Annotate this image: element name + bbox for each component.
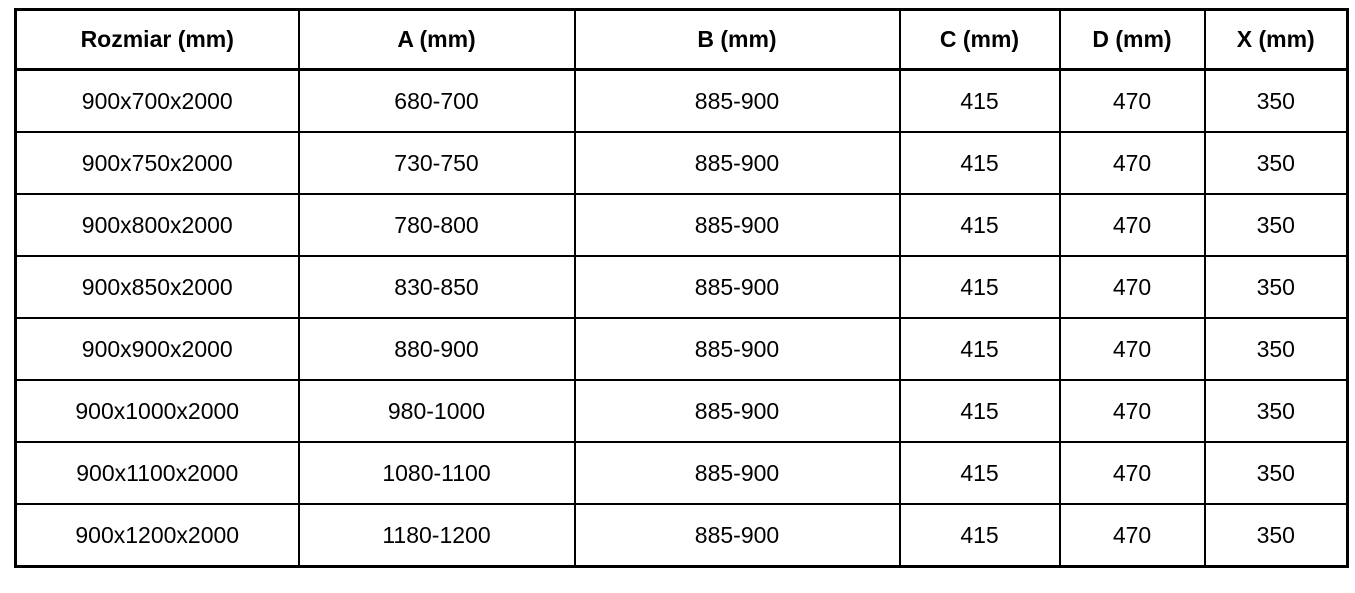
table-cell: 350 <box>1205 380 1348 442</box>
table-cell: 415 <box>900 318 1060 380</box>
table-cell: 885-900 <box>575 504 900 567</box>
table-cell: 885-900 <box>575 318 900 380</box>
table-cell: 470 <box>1060 132 1205 194</box>
table-cell: 730-750 <box>299 132 575 194</box>
table-cell: 470 <box>1060 318 1205 380</box>
table-row <box>16 256 1348 318</box>
table-cell: 470 <box>1060 256 1205 318</box>
table-cell: 470 <box>1060 442 1205 504</box>
table-row <box>16 504 1348 567</box>
table-cell: 830-850 <box>299 256 575 318</box>
table-cell: 470 <box>1060 194 1205 256</box>
table-cell: 350 <box>1205 256 1348 318</box>
table-cell: 350 <box>1205 442 1348 504</box>
table-cell: 900x750x2000 <box>16 132 299 194</box>
column-header: X (mm) <box>1205 10 1348 70</box>
table-row <box>16 70 1348 133</box>
table-cell: 415 <box>900 442 1060 504</box>
table-cell: 680-700 <box>299 70 575 133</box>
table-row <box>16 132 1348 194</box>
size-table-body <box>16 70 1348 567</box>
table-cell: 885-900 <box>575 132 900 194</box>
table-cell: 350 <box>1205 70 1348 133</box>
table-cell: 880-900 <box>299 318 575 380</box>
table-cell: 900x850x2000 <box>16 256 299 318</box>
table-cell: 900x1200x2000 <box>16 504 299 567</box>
table-cell: 900x800x2000 <box>16 194 299 256</box>
size-table-header <box>16 10 1348 70</box>
table-cell: 900x700x2000 <box>16 70 299 133</box>
table-cell: 470 <box>1060 70 1205 133</box>
table-cell: 470 <box>1060 380 1205 442</box>
table-cell: 350 <box>1205 318 1348 380</box>
header-row <box>16 10 1348 70</box>
table-cell: 780-800 <box>299 194 575 256</box>
table-row <box>16 380 1348 442</box>
table-cell: 470 <box>1060 504 1205 567</box>
table-cell: 885-900 <box>575 256 900 318</box>
table-cell: 415 <box>900 504 1060 567</box>
table-cell: 900x1100x2000 <box>16 442 299 504</box>
table-cell: 885-900 <box>575 442 900 504</box>
column-header: Rozmiar (mm) <box>16 10 299 70</box>
column-header: D (mm) <box>1060 10 1205 70</box>
table-cell: 980-1000 <box>299 380 575 442</box>
table-cell: 350 <box>1205 194 1348 256</box>
table-row <box>16 194 1348 256</box>
table-cell: 415 <box>900 380 1060 442</box>
table-cell: 350 <box>1205 132 1348 194</box>
table-cell: 900x900x2000 <box>16 318 299 380</box>
column-header: B (mm) <box>575 10 900 70</box>
table-row <box>16 442 1348 504</box>
column-header: C (mm) <box>900 10 1060 70</box>
column-header: A (mm) <box>299 10 575 70</box>
table-cell: 885-900 <box>575 194 900 256</box>
table-cell: 885-900 <box>575 70 900 133</box>
table-cell: 1180-1200 <box>299 504 575 567</box>
table-row <box>16 318 1348 380</box>
table-cell: 1080-1100 <box>299 442 575 504</box>
table-cell: 415 <box>900 256 1060 318</box>
table-cell: 415 <box>900 70 1060 133</box>
table-cell: 900x1000x2000 <box>16 380 299 442</box>
table-cell: 415 <box>900 132 1060 194</box>
table-cell: 350 <box>1205 504 1348 567</box>
table-cell: 415 <box>900 194 1060 256</box>
table-cell: 885-900 <box>575 380 900 442</box>
size-chart-table <box>14 8 1349 568</box>
